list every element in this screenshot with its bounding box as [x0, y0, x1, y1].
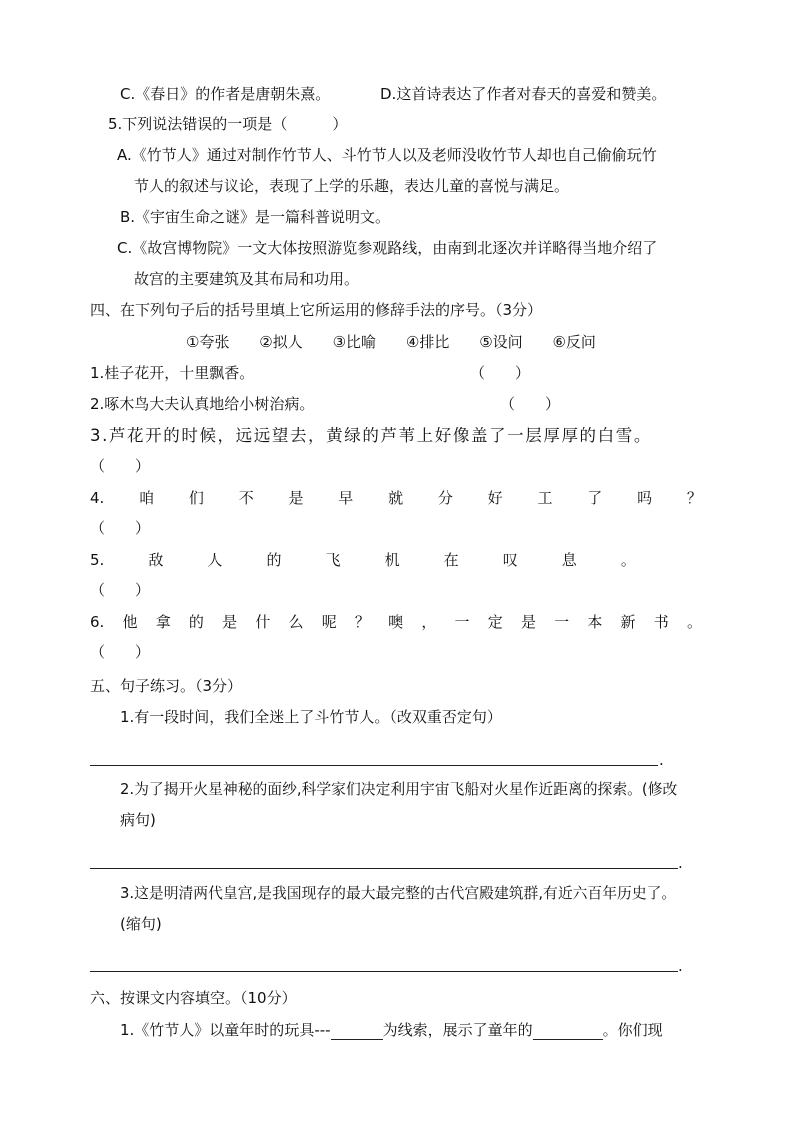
sentence-char: 好 — [487, 489, 503, 507]
sentence-6 — [90, 612, 702, 632]
fill-in-1-part-1: 1.《竹节人》以童年时的玩具--- — [120, 1021, 331, 1039]
option-1: ①夸张 — [186, 333, 230, 351]
q5-option-a: A.《竹节人》通过对制作竹节人、斗竹节人以及老师没收竹节人却也自己偷偷玩竹 — [117, 146, 657, 164]
sentence-1: 1.桂子花开，十里飘香。 — [90, 364, 255, 382]
sentence-char: 了 — [587, 489, 603, 507]
sentence-6-answer[interactable]: （ ） — [90, 643, 151, 661]
sentence-char: 新 — [620, 613, 636, 631]
sentence-char: 本 — [587, 613, 603, 631]
sentence-char: 拿 — [155, 613, 171, 631]
exercise-1: 1.有一段时间，我们全迷上了斗竹节人。（改双重否定句） — [120, 708, 502, 726]
exercise-3: 3.这是明清两代皇宫,是我国现存的最大最完整的古代宫殿建筑群,有近六百年历史了。 — [120, 885, 677, 902]
sentence-4-answer[interactable]: （ ） — [90, 519, 151, 537]
exercise-2: 2.为了揭开火星神秘的面纱,科学家们决定利用宇宙飞船对火星作近距离的探索。(修改 — [120, 781, 678, 798]
sentence-char: 是 — [288, 489, 304, 507]
option-3: ③比喻 — [332, 333, 377, 351]
sentence-1-answer[interactable]: （ ） — [470, 364, 531, 382]
sentence-char: 息 — [561, 551, 577, 569]
sentence-char: 敌 — [148, 551, 164, 569]
option-c-line: C.《春日》的作者是唐朝朱熹。 — [120, 85, 331, 103]
sentence-char: 呢 — [321, 613, 337, 631]
fill-blank-toy[interactable] — [331, 1021, 383, 1040]
sentence-char: 书 — [653, 613, 669, 631]
sentence-3-answer[interactable]: （ ） — [90, 457, 151, 475]
sentence-char: 飞 — [325, 551, 341, 569]
sentence-2: 2.啄木鸟大夫认真地给小树治病。 — [90, 395, 315, 413]
sentence-5 — [90, 550, 636, 570]
exercise-3-cont: (缩句) — [120, 915, 162, 933]
sentence-2-answer[interactable]: （ ） — [500, 395, 561, 413]
sentence-char: 吗 — [637, 489, 653, 507]
sentence-char: 咱 — [139, 489, 155, 507]
q5-option-a-cont: 节人的叙述与议论，表现了上学的乐趣，表达儿童的喜悦与满足。 — [134, 177, 570, 195]
sentence-char: ， — [421, 613, 437, 631]
sentence-char: 噢 — [388, 613, 404, 631]
exercise-2-cont: 病句) — [120, 811, 156, 829]
sentence-char: 不 — [238, 489, 254, 507]
sentence-char: 的 — [188, 613, 204, 631]
sentence-char: 机 — [384, 551, 400, 569]
sentence-3: 3.芦花开的时候，远远望去，黄绿的芦苇上好像盖了一层厚厚的白雪。 — [90, 426, 652, 445]
sentence-char: 早 — [338, 489, 354, 507]
sentence-char: 在 — [443, 551, 459, 569]
sentence-char: 6. — [90, 613, 105, 631]
sentence-char: 4. — [90, 489, 105, 507]
fill-in-1-part-3: 。你们现 — [602, 1021, 663, 1039]
sentence-5-answer[interactable]: （ ） — [90, 581, 151, 599]
sentence-char: 定 — [487, 613, 503, 631]
rhetoric-options — [186, 332, 596, 352]
sentence-char: 么 — [288, 613, 304, 631]
fill-in-1 — [120, 1020, 663, 1040]
sentence-char: ？ — [686, 489, 702, 507]
answer-line-3[interactable] — [90, 971, 678, 972]
sentence-char: 。 — [620, 551, 636, 569]
fill-in-1-part-2: 为线索，展示了童年的 — [382, 1021, 533, 1039]
q5-option-b: B.《宇宙生命之谜》是一篇科普说明文。 — [120, 208, 391, 226]
answer-line-1-end: . — [659, 751, 664, 769]
option-d-line: D.这首诗表达了作者对春天的喜爱和赞美。 — [380, 85, 667, 103]
sentence-char: 他 — [122, 613, 138, 631]
sentence-char: 一 — [454, 613, 470, 631]
answer-line-3-end: . — [678, 957, 683, 975]
section-5-title: 五、句子练习。（3分） — [90, 677, 243, 695]
fill-blank-childhood[interactable] — [533, 1021, 603, 1040]
sentence-char: 一 — [554, 613, 570, 631]
sentence-char: 的 — [266, 551, 282, 569]
option-6: ⑥反问 — [552, 333, 596, 351]
sentence-char: 人 — [207, 551, 223, 569]
sentence-4 — [90, 488, 702, 508]
section-4-title: 四、在下列句子后的括号里填上它所运用的修辞手法的序号。（3分） — [90, 301, 543, 319]
sentence-char: 什 — [255, 613, 271, 631]
sentence-char: 是 — [520, 613, 536, 631]
q5-option-c: C.《故宫博物院》一文大体按照游览参观路线，由南到北逐次并详略得当地介绍了 — [117, 239, 658, 257]
sentence-char: 分 — [437, 489, 453, 507]
q5-option-c-cont: 故宫的主要建筑及其布局和功用。 — [134, 270, 360, 288]
q5-stem: 5.下列说法错误的一项是（ ） — [108, 115, 348, 133]
sentence-char: ？ — [354, 613, 370, 631]
sentence-char: 就 — [388, 489, 404, 507]
section-6-title: 六、按课文内容填空。（10分） — [90, 989, 297, 1007]
sentence-char: 。 — [686, 613, 702, 631]
sentence-char: 是 — [222, 613, 238, 631]
option-4: ④排比 — [405, 333, 450, 351]
sentence-char: 工 — [537, 489, 553, 507]
option-5: ⑤设问 — [479, 333, 523, 351]
option-2: ②拟人 — [259, 333, 303, 351]
answer-line-1[interactable] — [90, 765, 658, 766]
answer-line-2[interactable] — [90, 868, 678, 869]
answer-line-2-end: . — [678, 854, 683, 872]
sentence-char: 们 — [188, 489, 204, 507]
sentence-char: 叹 — [502, 551, 518, 569]
sentence-char: 5. — [90, 551, 105, 569]
